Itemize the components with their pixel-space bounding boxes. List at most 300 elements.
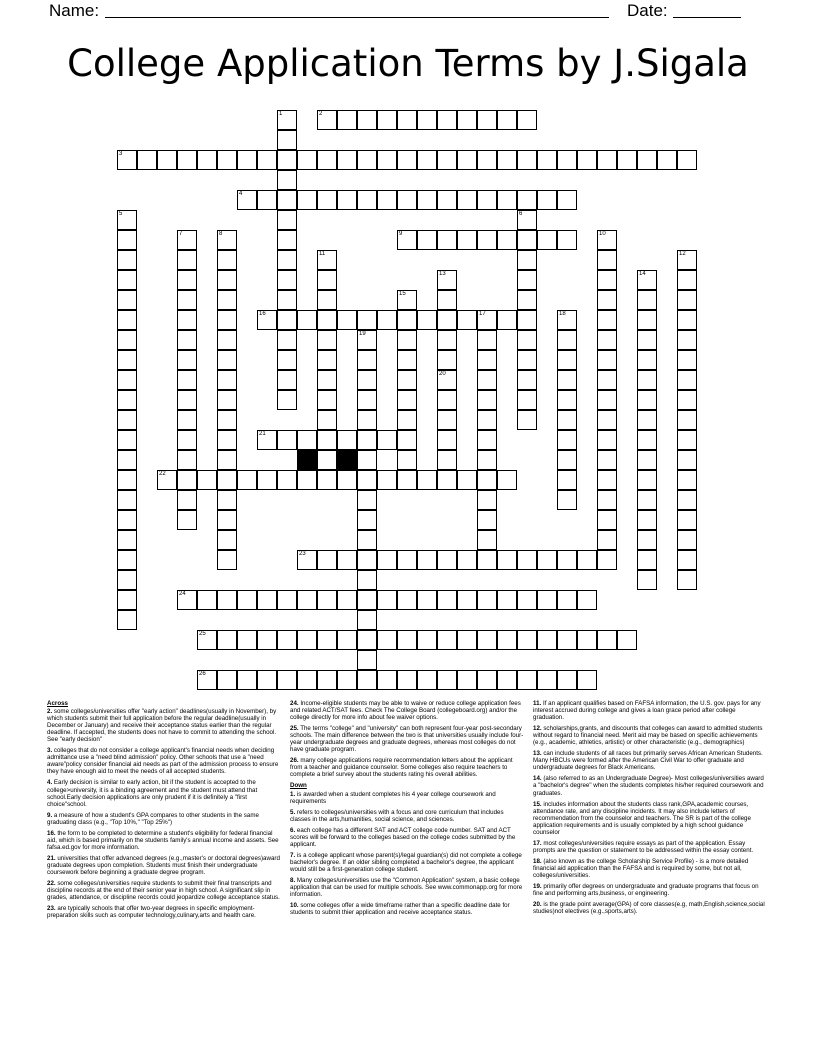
grid-cell[interactable]: [397, 150, 417, 170]
grid-cell[interactable]: [217, 230, 237, 250]
grid-cell[interactable]: [277, 390, 297, 410]
grid-cell[interactable]: [557, 310, 577, 330]
grid-cell[interactable]: [297, 590, 317, 610]
grid-cell[interactable]: [677, 270, 697, 290]
grid-cell[interactable]: [397, 410, 417, 430]
grid-cell[interactable]: [357, 370, 377, 390]
grid-cell[interactable]: [117, 250, 137, 270]
grid-cell[interactable]: [337, 430, 357, 450]
grid-cell[interactable]: [397, 190, 417, 210]
grid-cell[interactable]: [197, 150, 217, 170]
grid-cell[interactable]: [177, 430, 197, 450]
grid-cell[interactable]: [597, 250, 617, 270]
grid-cell[interactable]: [597, 550, 617, 570]
grid-cell[interactable]: [117, 530, 137, 550]
grid-cell[interactable]: [217, 510, 237, 530]
grid-cell[interactable]: [437, 430, 457, 450]
grid-cell[interactable]: [557, 150, 577, 170]
grid-cell[interactable]: [337, 150, 357, 170]
grid-cell[interactable]: [477, 490, 497, 510]
grid-cell[interactable]: [337, 470, 357, 490]
grid-cell[interactable]: [177, 350, 197, 370]
grid-cell[interactable]: [597, 290, 617, 310]
grid-cell[interactable]: [477, 150, 497, 170]
grid-cell[interactable]: [677, 370, 697, 390]
grid-cell[interactable]: [117, 410, 137, 430]
grid-cell[interactable]: [597, 230, 617, 250]
grid-cell[interactable]: [237, 190, 257, 210]
grid-cell[interactable]: [417, 150, 437, 170]
grid-cell[interactable]: [657, 150, 677, 170]
grid-cell[interactable]: [317, 110, 337, 130]
grid-cell[interactable]: [677, 350, 697, 370]
grid-cell[interactable]: [297, 470, 317, 490]
grid-cell[interactable]: [257, 190, 277, 210]
grid-cell[interactable]: [377, 310, 397, 330]
grid-cell[interactable]: [137, 150, 157, 170]
grid-cell[interactable]: [217, 350, 237, 370]
grid-cell[interactable]: [257, 670, 277, 690]
grid-cell[interactable]: [317, 550, 337, 570]
grid-cell[interactable]: [517, 310, 537, 330]
grid-cell[interactable]: [417, 190, 437, 210]
grid-cell[interactable]: [117, 150, 137, 170]
grid-cell[interactable]: [277, 330, 297, 350]
grid-cell[interactable]: [577, 550, 597, 570]
grid-cell[interactable]: [377, 190, 397, 210]
grid-cell[interactable]: [477, 430, 497, 450]
grid-cell[interactable]: [317, 370, 337, 390]
grid-cell[interactable]: [597, 530, 617, 550]
grid-cell[interactable]: [117, 510, 137, 530]
grid-cell[interactable]: [397, 310, 417, 330]
grid-cell[interactable]: [677, 530, 697, 550]
grid-cell[interactable]: [177, 330, 197, 350]
grid-cell[interactable]: [517, 250, 537, 270]
grid-cell[interactable]: [637, 370, 657, 390]
grid-cell[interactable]: [597, 330, 617, 350]
grid-cell[interactable]: [197, 630, 217, 650]
grid-cell[interactable]: [637, 410, 657, 430]
grid-cell[interactable]: [277, 150, 297, 170]
grid-cell[interactable]: [117, 610, 137, 630]
grid-cell[interactable]: [477, 550, 497, 570]
grid-cell[interactable]: [497, 310, 517, 330]
grid-cell[interactable]: [257, 430, 277, 450]
grid-cell[interactable]: [557, 670, 577, 690]
grid-cell[interactable]: [637, 530, 657, 550]
grid-cell[interactable]: [177, 590, 197, 610]
grid-cell[interactable]: [277, 250, 297, 270]
grid-cell[interactable]: [477, 330, 497, 350]
grid-cell[interactable]: [557, 370, 577, 390]
grid-cell[interactable]: [377, 430, 397, 450]
grid-cell[interactable]: [437, 390, 457, 410]
grid-cell[interactable]: [617, 630, 637, 650]
grid-cell[interactable]: [637, 490, 657, 510]
grid-cell[interactable]: [117, 210, 137, 230]
grid-cell[interactable]: [677, 250, 697, 270]
grid-cell[interactable]: [597, 430, 617, 450]
grid-cell[interactable]: [217, 490, 237, 510]
grid-cell[interactable]: [217, 430, 237, 450]
grid-cell[interactable]: [117, 290, 137, 310]
grid-cell[interactable]: [177, 510, 197, 530]
grid-cell[interactable]: [177, 290, 197, 310]
grid-cell[interactable]: [117, 490, 137, 510]
grid-cell[interactable]: [417, 630, 437, 650]
grid-cell[interactable]: [217, 290, 237, 310]
grid-cell[interactable]: [117, 270, 137, 290]
grid-cell[interactable]: [537, 150, 557, 170]
grid-cell[interactable]: [677, 550, 697, 570]
grid-cell[interactable]: [157, 150, 177, 170]
grid-cell[interactable]: [397, 390, 417, 410]
grid-cell[interactable]: [177, 310, 197, 330]
grid-cell[interactable]: [397, 370, 417, 390]
grid-cell[interactable]: [317, 410, 337, 430]
grid-cell[interactable]: [157, 470, 177, 490]
grid-cell[interactable]: [197, 470, 217, 490]
grid-cell[interactable]: [217, 630, 237, 650]
grid-cell[interactable]: [417, 310, 437, 330]
grid-cell[interactable]: [277, 370, 297, 390]
grid-cell[interactable]: [497, 630, 517, 650]
grid-cell[interactable]: [497, 670, 517, 690]
grid-cell[interactable]: [357, 190, 377, 210]
grid-cell[interactable]: [497, 110, 517, 130]
grid-cell[interactable]: [317, 250, 337, 270]
grid-cell[interactable]: [317, 450, 337, 470]
grid-cell[interactable]: [517, 110, 537, 130]
grid-cell[interactable]: [637, 430, 657, 450]
grid-cell[interactable]: [437, 190, 457, 210]
grid-cell[interactable]: [277, 190, 297, 210]
grid-cell[interactable]: [597, 310, 617, 330]
grid-cell[interactable]: [477, 530, 497, 550]
grid-cell[interactable]: [477, 450, 497, 470]
grid-cell[interactable]: [597, 630, 617, 650]
grid-cell[interactable]: [317, 350, 337, 370]
grid-cell[interactable]: [417, 110, 437, 130]
grid-cell[interactable]: [317, 670, 337, 690]
grid-cell[interactable]: [557, 330, 577, 350]
grid-cell[interactable]: [517, 270, 537, 290]
grid-cell[interactable]: [437, 470, 457, 490]
grid-cell[interactable]: [517, 410, 537, 430]
grid-cell[interactable]: [437, 410, 457, 430]
grid-cell[interactable]: [217, 250, 237, 270]
grid-cell[interactable]: [537, 230, 557, 250]
grid-cell[interactable]: [557, 490, 577, 510]
grid-cell[interactable]: [577, 590, 597, 610]
grid-cell[interactable]: [117, 230, 137, 250]
grid-cell[interactable]: [557, 430, 577, 450]
grid-cell[interactable]: [497, 230, 517, 250]
grid-cell[interactable]: [477, 670, 497, 690]
grid-cell[interactable]: [357, 330, 377, 350]
grid-cell[interactable]: [257, 590, 277, 610]
grid-cell[interactable]: [477, 590, 497, 610]
grid-cell[interactable]: [677, 390, 697, 410]
grid-cell[interactable]: [177, 470, 197, 490]
grid-cell[interactable]: [357, 550, 377, 570]
grid-cell[interactable]: [597, 270, 617, 290]
grid-cell[interactable]: [457, 590, 477, 610]
grid-cell[interactable]: [217, 370, 237, 390]
grid-cell[interactable]: [437, 330, 457, 350]
grid-cell[interactable]: [417, 670, 437, 690]
grid-cell[interactable]: [377, 550, 397, 570]
grid-cell[interactable]: [397, 290, 417, 310]
grid-cell[interactable]: [437, 150, 457, 170]
grid-cell[interactable]: [457, 150, 477, 170]
grid-cell[interactable]: [357, 510, 377, 530]
grid-cell[interactable]: [397, 590, 417, 610]
grid-cell[interactable]: [377, 110, 397, 130]
grid-cell[interactable]: [297, 550, 317, 570]
grid-cell[interactable]: [357, 530, 377, 550]
grid-cell[interactable]: [437, 110, 457, 130]
grid-cell[interactable]: [597, 370, 617, 390]
grid-cell[interactable]: [277, 290, 297, 310]
grid-cell[interactable]: [257, 630, 277, 650]
grid-cell[interactable]: [517, 290, 537, 310]
grid-cell[interactable]: [637, 570, 657, 590]
grid-cell[interactable]: [377, 590, 397, 610]
grid-cell[interactable]: [297, 630, 317, 650]
grid-cell[interactable]: [477, 110, 497, 130]
grid-cell[interactable]: [177, 250, 197, 270]
grid-cell[interactable]: [477, 310, 497, 330]
grid-cell[interactable]: [437, 590, 457, 610]
grid-cell[interactable]: [677, 410, 697, 430]
grid-cell[interactable]: [397, 230, 417, 250]
grid-cell[interactable]: [197, 590, 217, 610]
grid-cell[interactable]: [517, 350, 537, 370]
grid-cell[interactable]: [677, 450, 697, 470]
grid-cell[interactable]: [317, 630, 337, 650]
grid-cell[interactable]: [397, 470, 417, 490]
grid-cell[interactable]: [397, 550, 417, 570]
grid-cell[interactable]: [297, 670, 317, 690]
grid-cell[interactable]: [537, 590, 557, 610]
grid-cell[interactable]: [537, 190, 557, 210]
grid-cell[interactable]: [517, 190, 537, 210]
grid-cell[interactable]: [277, 350, 297, 370]
grid-cell[interactable]: [437, 670, 457, 690]
grid-cell[interactable]: [557, 190, 577, 210]
grid-cell[interactable]: [217, 150, 237, 170]
grid-cell[interactable]: [557, 390, 577, 410]
grid-cell[interactable]: [357, 490, 377, 510]
grid-cell[interactable]: [677, 330, 697, 350]
grid-cell[interactable]: [357, 410, 377, 430]
grid-cell[interactable]: [237, 470, 257, 490]
grid-cell[interactable]: [177, 450, 197, 470]
grid-cell[interactable]: [537, 550, 557, 570]
grid-cell[interactable]: [337, 310, 357, 330]
grid-cell[interactable]: [297, 190, 317, 210]
grid-cell[interactable]: [337, 190, 357, 210]
grid-cell[interactable]: [617, 150, 637, 170]
grid-cell[interactable]: [377, 630, 397, 650]
grid-cell[interactable]: [277, 130, 297, 150]
grid-cell[interactable]: [337, 110, 357, 130]
grid-cell[interactable]: [277, 670, 297, 690]
grid-cell[interactable]: [377, 150, 397, 170]
grid-cell[interactable]: [217, 470, 237, 490]
grid-cell[interactable]: [677, 510, 697, 530]
grid-cell[interactable]: [277, 470, 297, 490]
grid-cell[interactable]: [317, 430, 337, 450]
grid-cell[interactable]: [557, 550, 577, 570]
grid-cell[interactable]: [517, 210, 537, 230]
grid-cell[interactable]: [277, 270, 297, 290]
grid-cell[interactable]: [557, 590, 577, 610]
grid-cell[interactable]: [217, 270, 237, 290]
grid-cell[interactable]: [177, 410, 197, 430]
grid-cell[interactable]: [557, 350, 577, 370]
grid-cell[interactable]: [517, 590, 537, 610]
grid-cell[interactable]: [277, 630, 297, 650]
grid-cell[interactable]: [217, 550, 237, 570]
grid-cell[interactable]: [357, 570, 377, 590]
grid-cell[interactable]: [337, 630, 357, 650]
grid-cell[interactable]: [557, 410, 577, 430]
grid-cell[interactable]: [477, 410, 497, 430]
grid-cell[interactable]: [197, 670, 217, 690]
grid-cell[interactable]: [117, 470, 137, 490]
grid-cell[interactable]: [317, 590, 337, 610]
grid-cell[interactable]: [497, 190, 517, 210]
grid-cell[interactable]: [557, 450, 577, 470]
grid-cell[interactable]: [357, 110, 377, 130]
grid-cell[interactable]: [517, 670, 537, 690]
grid-cell[interactable]: [597, 350, 617, 370]
grid-cell[interactable]: [317, 150, 337, 170]
grid-cell[interactable]: [237, 150, 257, 170]
grid-cell[interactable]: [117, 430, 137, 450]
grid-cell[interactable]: [117, 590, 137, 610]
grid-cell[interactable]: [297, 150, 317, 170]
grid-cell[interactable]: [417, 230, 437, 250]
grid-cell[interactable]: [417, 550, 437, 570]
grid-cell[interactable]: [337, 550, 357, 570]
grid-cell[interactable]: [217, 530, 237, 550]
grid-cell[interactable]: [277, 210, 297, 230]
grid-cell[interactable]: [357, 350, 377, 370]
grid-cell[interactable]: [477, 390, 497, 410]
grid-cell[interactable]: [457, 110, 477, 130]
grid-cell[interactable]: [397, 670, 417, 690]
grid-cell[interactable]: [337, 590, 357, 610]
grid-cell[interactable]: [177, 230, 197, 250]
grid-cell[interactable]: [597, 450, 617, 470]
grid-cell[interactable]: [297, 310, 317, 330]
grid-cell[interactable]: [317, 470, 337, 490]
grid-cell[interactable]: [577, 670, 597, 690]
grid-cell[interactable]: [117, 330, 137, 350]
grid-cell[interactable]: [217, 410, 237, 430]
grid-cell[interactable]: [117, 450, 137, 470]
grid-cell[interactable]: [637, 350, 657, 370]
grid-cell[interactable]: [497, 470, 517, 490]
grid-cell[interactable]: [417, 590, 437, 610]
grid-cell[interactable]: [637, 150, 657, 170]
grid-cell[interactable]: [317, 270, 337, 290]
grid-cell[interactable]: [517, 370, 537, 390]
grid-cell[interactable]: [597, 390, 617, 410]
grid-cell[interactable]: [277, 110, 297, 130]
grid-cell[interactable]: [637, 470, 657, 490]
grid-cell[interactable]: [437, 230, 457, 250]
grid-cell[interactable]: [557, 230, 577, 250]
grid-cell[interactable]: [217, 390, 237, 410]
grid-cell[interactable]: [517, 390, 537, 410]
grid-cell[interactable]: [357, 650, 377, 670]
grid-cell[interactable]: [477, 470, 497, 490]
grid-cell[interactable]: [677, 430, 697, 450]
grid-cell[interactable]: [637, 310, 657, 330]
grid-cell[interactable]: [217, 330, 237, 350]
grid-cell[interactable]: [357, 430, 377, 450]
grid-cell[interactable]: [597, 470, 617, 490]
grid-cell[interactable]: [277, 430, 297, 450]
grid-cell[interactable]: [677, 150, 697, 170]
grid-cell[interactable]: [397, 350, 417, 370]
grid-cell[interactable]: [637, 450, 657, 470]
grid-cell[interactable]: [457, 670, 477, 690]
grid-cell[interactable]: [117, 370, 137, 390]
grid-cell[interactable]: [437, 350, 457, 370]
grid-cell[interactable]: [357, 670, 377, 690]
grid-cell[interactable]: [357, 450, 377, 470]
grid-cell[interactable]: [437, 310, 457, 330]
grid-cell[interactable]: [357, 590, 377, 610]
grid-cell[interactable]: [637, 270, 657, 290]
grid-cell[interactable]: [597, 150, 617, 170]
grid-cell[interactable]: [557, 630, 577, 650]
grid-cell[interactable]: [497, 590, 517, 610]
grid-cell[interactable]: [217, 310, 237, 330]
grid-cell[interactable]: [457, 310, 477, 330]
grid-cell[interactable]: [297, 430, 317, 450]
grid-cell[interactable]: [457, 190, 477, 210]
grid-cell[interactable]: [437, 370, 457, 390]
grid-cell[interactable]: [517, 150, 537, 170]
grid-cell[interactable]: [477, 190, 497, 210]
grid-cell[interactable]: [357, 310, 377, 330]
grid-cell[interactable]: [637, 330, 657, 350]
grid-cell[interactable]: [277, 310, 297, 330]
grid-cell[interactable]: [397, 450, 417, 470]
grid-cell[interactable]: [477, 370, 497, 390]
grid-cell[interactable]: [257, 470, 277, 490]
grid-cell[interactable]: [177, 390, 197, 410]
grid-cell[interactable]: [277, 230, 297, 250]
grid-cell[interactable]: [397, 110, 417, 130]
grid-cell[interactable]: [217, 450, 237, 470]
grid-cell[interactable]: [337, 670, 357, 690]
grid-cell[interactable]: [377, 470, 397, 490]
grid-cell[interactable]: [637, 290, 657, 310]
grid-cell[interactable]: [477, 230, 497, 250]
grid-cell[interactable]: [457, 470, 477, 490]
grid-cell[interactable]: [477, 510, 497, 530]
grid-cell[interactable]: [217, 590, 237, 610]
grid-cell[interactable]: [517, 550, 537, 570]
